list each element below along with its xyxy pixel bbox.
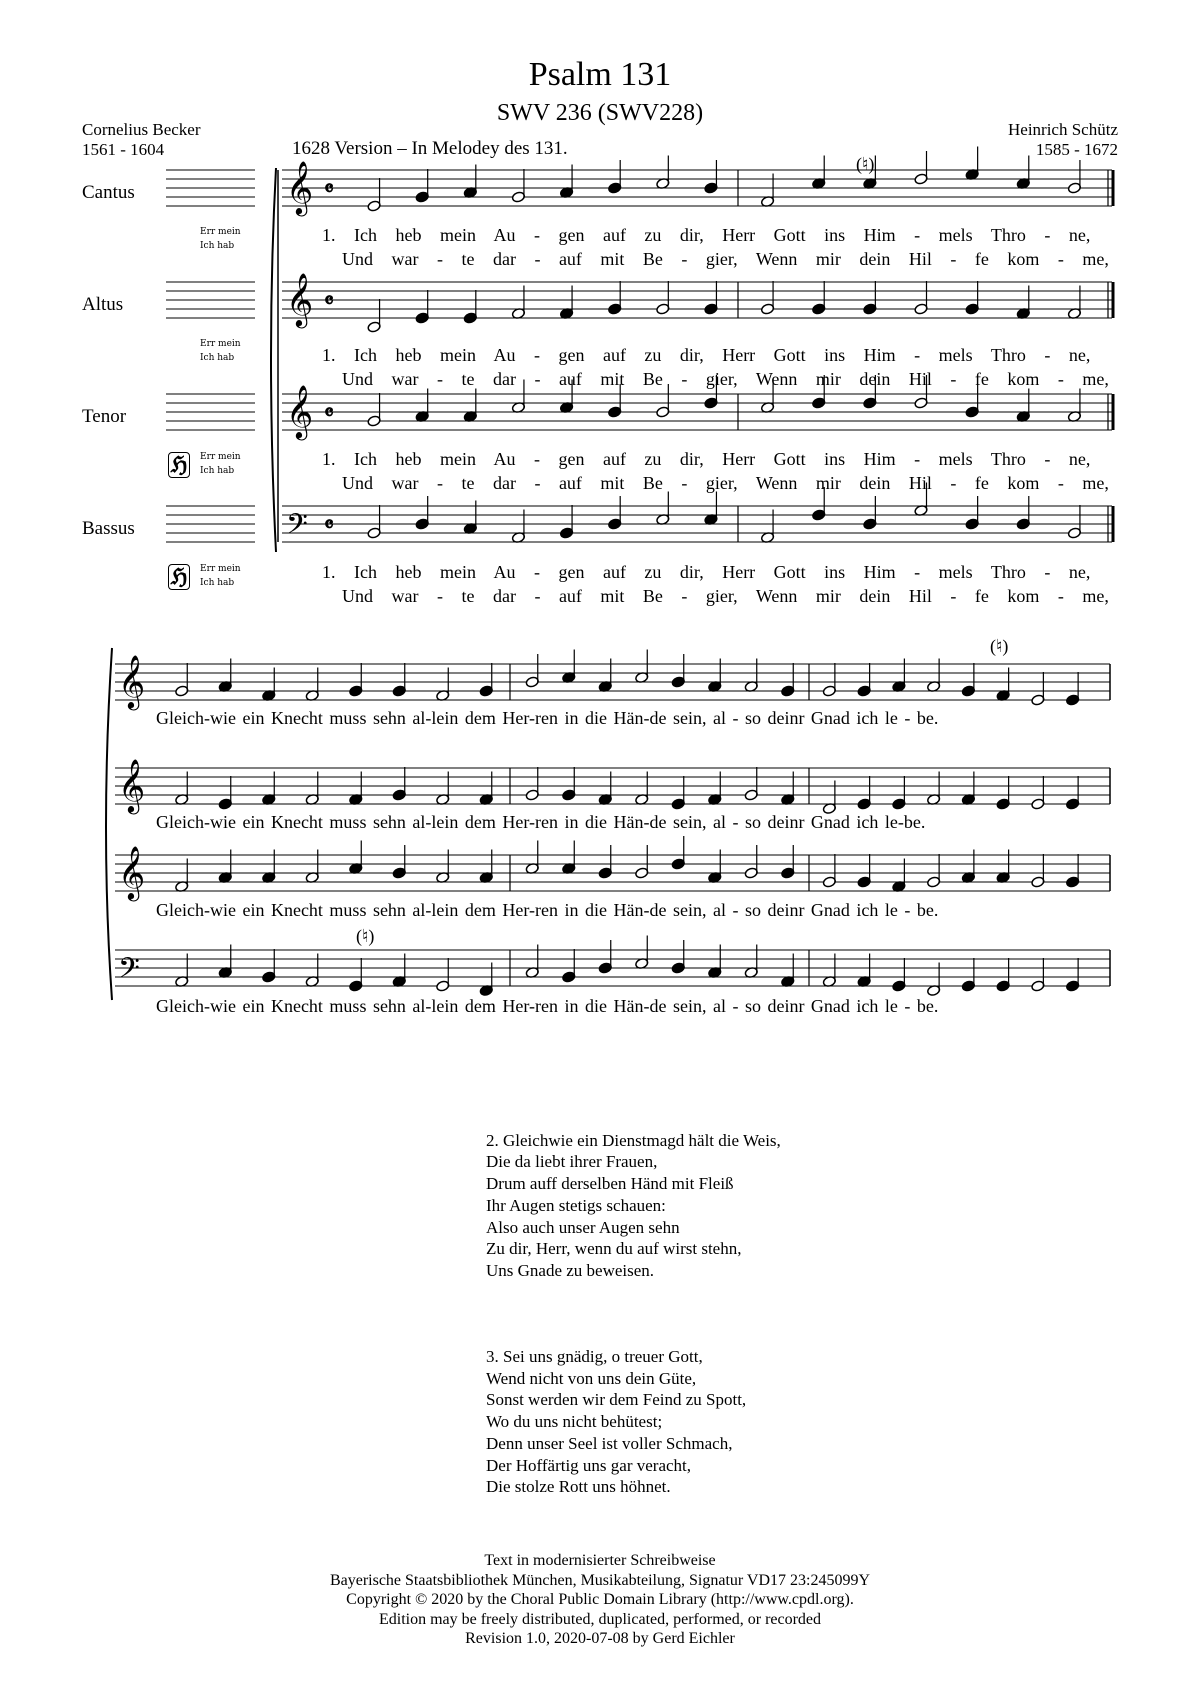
lyrics-bassus-verse1: 1. Ich heb mein Au - gen auf zu dir, Herr Gott ins Him - mels Thro - ne, xyxy=(322,562,1091,582)
lyrics-altus-verse1: 1. Ich heb mein Au - gen auf zu dir, Herr Gott ins Him - mels Thro - ne, xyxy=(322,345,1091,365)
composer-name: Heinrich Schütz xyxy=(1008,120,1118,139)
editorial-natural-annotation: (♮) xyxy=(356,926,375,946)
lyrics-cantus-verse1: 1. Ich heb mein Au - gen auf zu dir, Herr Gott ins Him - mels Thro - ne, xyxy=(322,225,1091,245)
footer-copyright: Copyright © 2020 by the Choral Public Domain Library (http://www.cpdl.org). xyxy=(346,1591,854,1608)
lyrics-altus-system2: Gleich-wie ein Knecht muss sehn al-lein dem Her-ren in die Hän-de sein, al - so deinr Gnad ich le-be. xyxy=(156,812,926,832)
lyrics-cantus-verse2: Und war - te dar - auf mit Be - gier, Wenn mir dein Hil - fe kom - me, xyxy=(342,249,1109,269)
lyrics-bassus-system2: Gleich-wie ein Knecht muss sehn al-lein dem Her-ren in die Hän-de sein, al - so deinr Gnad ich le - be. xyxy=(156,996,939,1016)
lyrics-tenor-verse2: Und war - te dar - auf mit Be - gier, Wenn mir dein Hil - fe kom - me, xyxy=(342,473,1109,493)
footer-revision: Revision 1.0, 2020-07-08 by Gerd Eichler xyxy=(465,1630,735,1647)
page-subtitle: SWV 236 (SWV228) xyxy=(496,100,704,126)
clef-icon: 𝄞 xyxy=(286,274,314,325)
drop-initial-icon: ℌ xyxy=(168,564,190,590)
system-bracket xyxy=(106,648,112,1000)
page-title: Psalm 131 xyxy=(528,56,672,93)
additional-verses xyxy=(486,1108,781,1520)
verse-2: 2. Gleichwie ein Dienstmagd hält die Weis, Die da liebt ihrer Frauen, Drum auff derselben Händ mit Fleiß Ihr Augen stetigs schauen: Also auch unser Augen sehn Zu dir, Herr, wenn du auf wirst stehn, Uns Gnade zu beweisen. xyxy=(486,1130,781,1280)
time-signature-icon: 𝄴 xyxy=(324,288,334,313)
poet-dates: 1561 - 1604 xyxy=(82,140,165,159)
voice-label-altus: Altus xyxy=(82,294,124,315)
editorial-natural-annotation: (♮) xyxy=(990,636,1009,656)
lyrics-bassus-verse2: Und war - te dar - auf mit Be - gier, Wenn mir dein Hil - fe kom - me, xyxy=(342,586,1109,606)
incipit-text-altus: Err mein Ich hab xyxy=(200,339,241,363)
lyrics-altus-verse2: Und war - te dar - auf mit Be - gier, Wenn mir dein Hil - fe kom - me, xyxy=(342,369,1109,389)
version-note: 1628 Version – In Melodey des 131. xyxy=(292,138,568,159)
drop-initial-icon: ℌ xyxy=(168,452,190,478)
clef-icon: 𝄞 xyxy=(118,847,146,898)
system-bracket xyxy=(271,168,276,552)
clef-icon: 𝄞 xyxy=(118,656,146,707)
editorial-natural-annotation: (♮) xyxy=(856,154,875,174)
clef-icon: 𝄞 xyxy=(286,386,314,437)
clef-icon: 𝄞 xyxy=(286,162,314,213)
clef-icon: 𝄞 xyxy=(118,760,146,811)
footer-source: Bayerische Staatsbibliothek München, Musikabteilung, Signatur VD17 23:245099Y xyxy=(329,1571,871,1589)
voice-label-tenor: Tenor xyxy=(82,406,127,427)
lyrics-tenor-system2: Gleich-wie ein Knecht muss sehn al-lein dem Her-ren in die Hän-de sein, al - so deinr Gnad ich le - be. xyxy=(156,900,939,920)
time-signature-icon: 𝄴 xyxy=(324,176,334,201)
footer xyxy=(0,1551,1200,1649)
voice-label-bassus: Bassus xyxy=(82,518,135,539)
clef-icon: 𝄢 xyxy=(118,954,140,991)
incipit-text-cantus: Err mein Ich hab xyxy=(200,227,241,251)
time-signature-icon: 𝄴 xyxy=(324,400,334,425)
lyrics-cantus-system2: Gleich-wie ein Knecht muss sehn al-lein dem Her-ren in die Hän-de sein, al - so deinr Gnad ich le - be. xyxy=(156,708,939,728)
lyrics-tenor-verse1: 1. Ich heb mein Au - gen auf zu dir, Herr Gott ins Him - mels Thro - ne, xyxy=(322,449,1091,469)
verse-3: 3. Sei uns gnädig, o treuer Gott, Wend nicht von uns dein Güte, Sonst werden wir dem Feind zu Spott, Wo du uns nicht behütest; Denn unser Seel ist voller Schmach, Der Hoffärtig uns gar veracht, Die stolze Rott uns höhnet. xyxy=(486,1347,747,1497)
footer-spelling-note: Text in modernisierter Schreibweise xyxy=(484,1552,716,1569)
time-signature-icon: 𝄴 xyxy=(324,512,334,537)
incipit-text-tenor: Err mein Ich hab xyxy=(200,452,241,476)
composer-dates: 1585 - 1672 xyxy=(1035,140,1118,159)
incipit-text-bassus: Err mein Ich hab xyxy=(200,564,241,588)
footer-license: Edition may be freely distributed, duplicated, performed, or recorded xyxy=(378,1610,822,1628)
clef-icon: 𝄢 xyxy=(286,510,308,547)
voice-label-cantus: Cantus xyxy=(82,182,135,203)
poet-name: Cornelius Becker xyxy=(82,120,201,139)
